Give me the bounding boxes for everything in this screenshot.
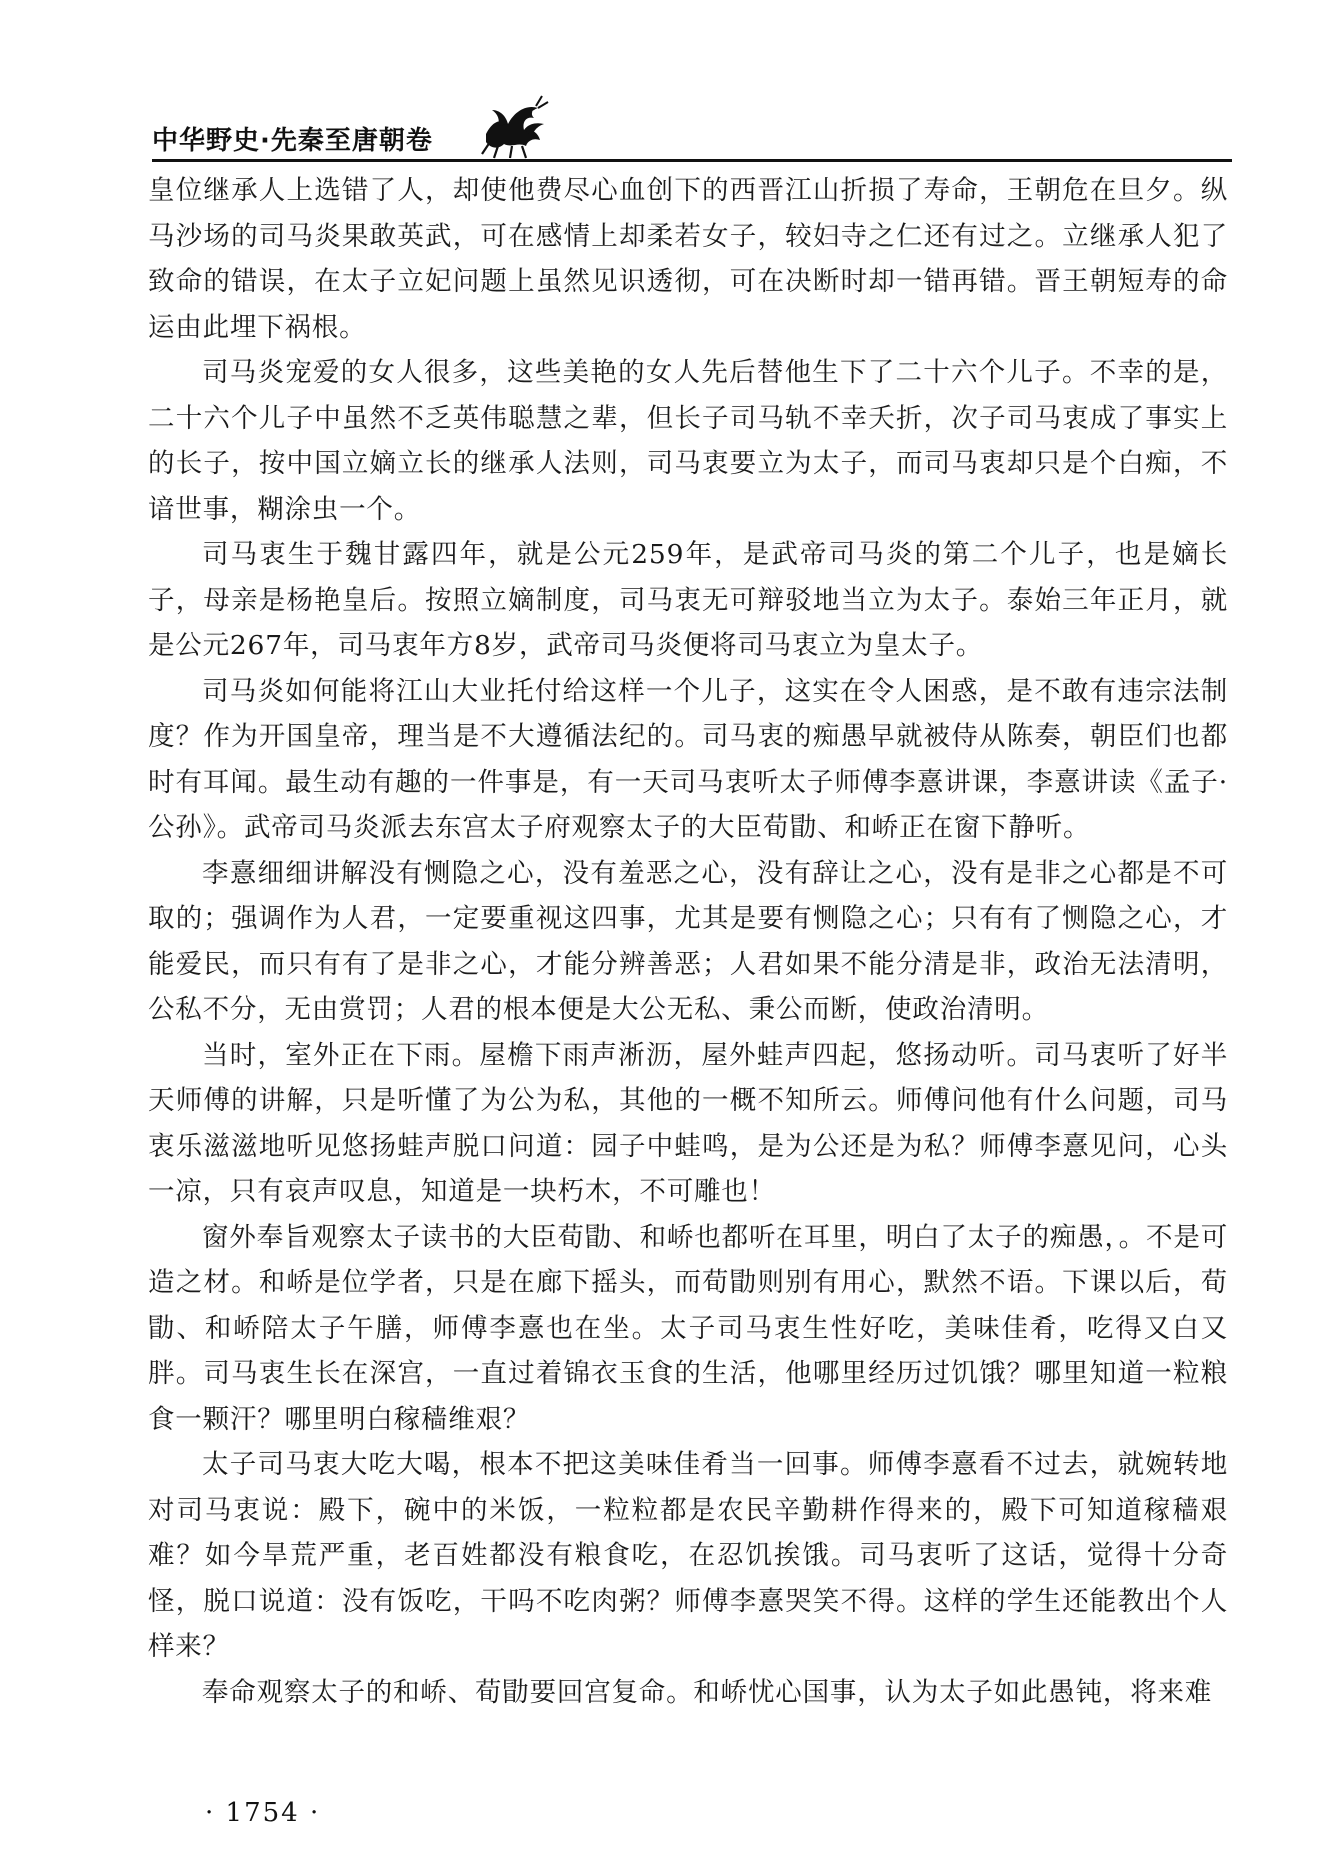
paragraph: 司马衷生于魏甘露四年，就是公元259年，是武帝司马炎的第二个儿子，也是嫡长子，母亲是杨艳皇后。按照立嫡制度，司马衷无可辩驳地当立为太子。泰始三年正月，就是公元267年，司马衷年方8岁，武帝司马炎便将司马衷立为皇太子。: [148, 539, 1228, 661]
page-header: [152, 112, 1232, 164]
paragraph: 李憙细细讲解没有恻隐之心，没有羞恶之心，没有辞让之心，没有是非之心都是不可取的；强调作为人君，一定要重视这四事，尤其是要有恻隐之心；只有有了恻隐之心，才能爱民，而只有有了是非之心，才能分辨善恶；人君如果不能分清是非，政治无法清明，公私不分，无由赏罚；人君的根本便是大公无私、秉公而断，使政治清明。: [148, 857, 1228, 1025]
body-text: [148, 168, 1228, 1715]
header-rule: [152, 159, 1232, 162]
paragraph: 司马炎如何能将江山大业托付给这样一个儿子，这实在令人困惑，是不敢有违宗法制度？作为开国皇帝，理当是不大遵循法纪的。司马衷的痴愚早就被侍从陈奏，朝臣们也都时有耳闻。最生动有趣的一件事是，有一天司马衷听太子师傅李憙讲课，李憙讲读《孟子·公孙》。武帝司马炎派去东宫太子府观察太子的大臣荀勖、和峤正在窗下静听。: [148, 675, 1228, 843]
paragraph: 皇位继承人上选错了人，却使他费尽心血创下的西晋江山折损了寿命，王朝危在旦夕。纵马沙场的司马炎果敢英武，可在感情上却柔若女子，较妇寺之仁还有过之。立继承人犯了致命的错误，在太子立妃问题上虽然见识透彻，可在决断时却一错再错。晋王朝短寿的命运由此埋下祸根。: [148, 175, 1228, 343]
paragraph: 太子司马衷大吃大喝，根本不把这美味佳肴当一回事。师傅李憙看不过去，就婉转地对司马衷说：殿下，碗中的米饭，一粒粒都是农民辛勤耕作得来的，殿下可知道稼穑艰难？如今旱荒严重，老百姓都没有粮食吃，在忍饥挨饿。司马衷听了这话，觉得十分奇怪，脱口说道：没有饭吃，干吗不吃肉粥？师傅李憙哭笑不得。这样的学生还能教出个人样来？: [148, 1449, 1228, 1662]
dragon-icon: [478, 94, 550, 160]
page-number: · 1754 ·: [205, 1798, 321, 1828]
paragraph: 奉命观察太子的和峤、荀勖要回宫复命。和峤忧心国事，认为太子如此愚钝，将来难: [202, 1676, 1213, 1708]
paragraph: 当时，室外正在下雨。屋檐下雨声淅沥，屋外蛙声四起，悠扬动听。司马衷听了好半天师傅的讲解，只是听懂了为公为私，其他的一概不知所云。师傅问他有什么问题，司马衷乐滋滋地听见悠扬蛙声脱口问道：园子中蛙鸣，是为公还是为私？师傅李憙见问，心头一凉，只有哀声叹息，知道是一块朽木，不可雕也！: [148, 1039, 1228, 1207]
paragraph: 窗外奉旨观察太子读书的大臣荀勖、和峤也都听在耳里，明白了太子的痴愚，。不是可造之材。和峤是位学者，只是在廊下摇头，而荀勖则别有用心，默然不语。下课以后，荀勖、和峤陪太子午膳，师傅李憙也在坐。太子司马衷生性好吃，美味佳肴，吃得又白又胖。司马衷生长在深宫，一直过着锦衣玉食的生活，他哪里经历过饥饿？哪里知道一粒粮食一颗汗？哪里明白稼穑维艰？: [148, 1221, 1228, 1435]
paragraph: 司马炎宠爱的女人很多，这些美艳的女人先后替他生下了二十六个儿子。不幸的是，二十六个儿子中虽然不乏英伟聪慧之辈，但长子司马轨不幸夭折，次子司马衷成了事实上的长子，按中国立嫡立长的继承人法则，司马衷要立为太子，而司马衷却只是个白痴，不谙世事，糊涂虫一个。: [148, 357, 1228, 525]
book-title: 中华野史·先秦至唐朝卷: [152, 126, 433, 156]
